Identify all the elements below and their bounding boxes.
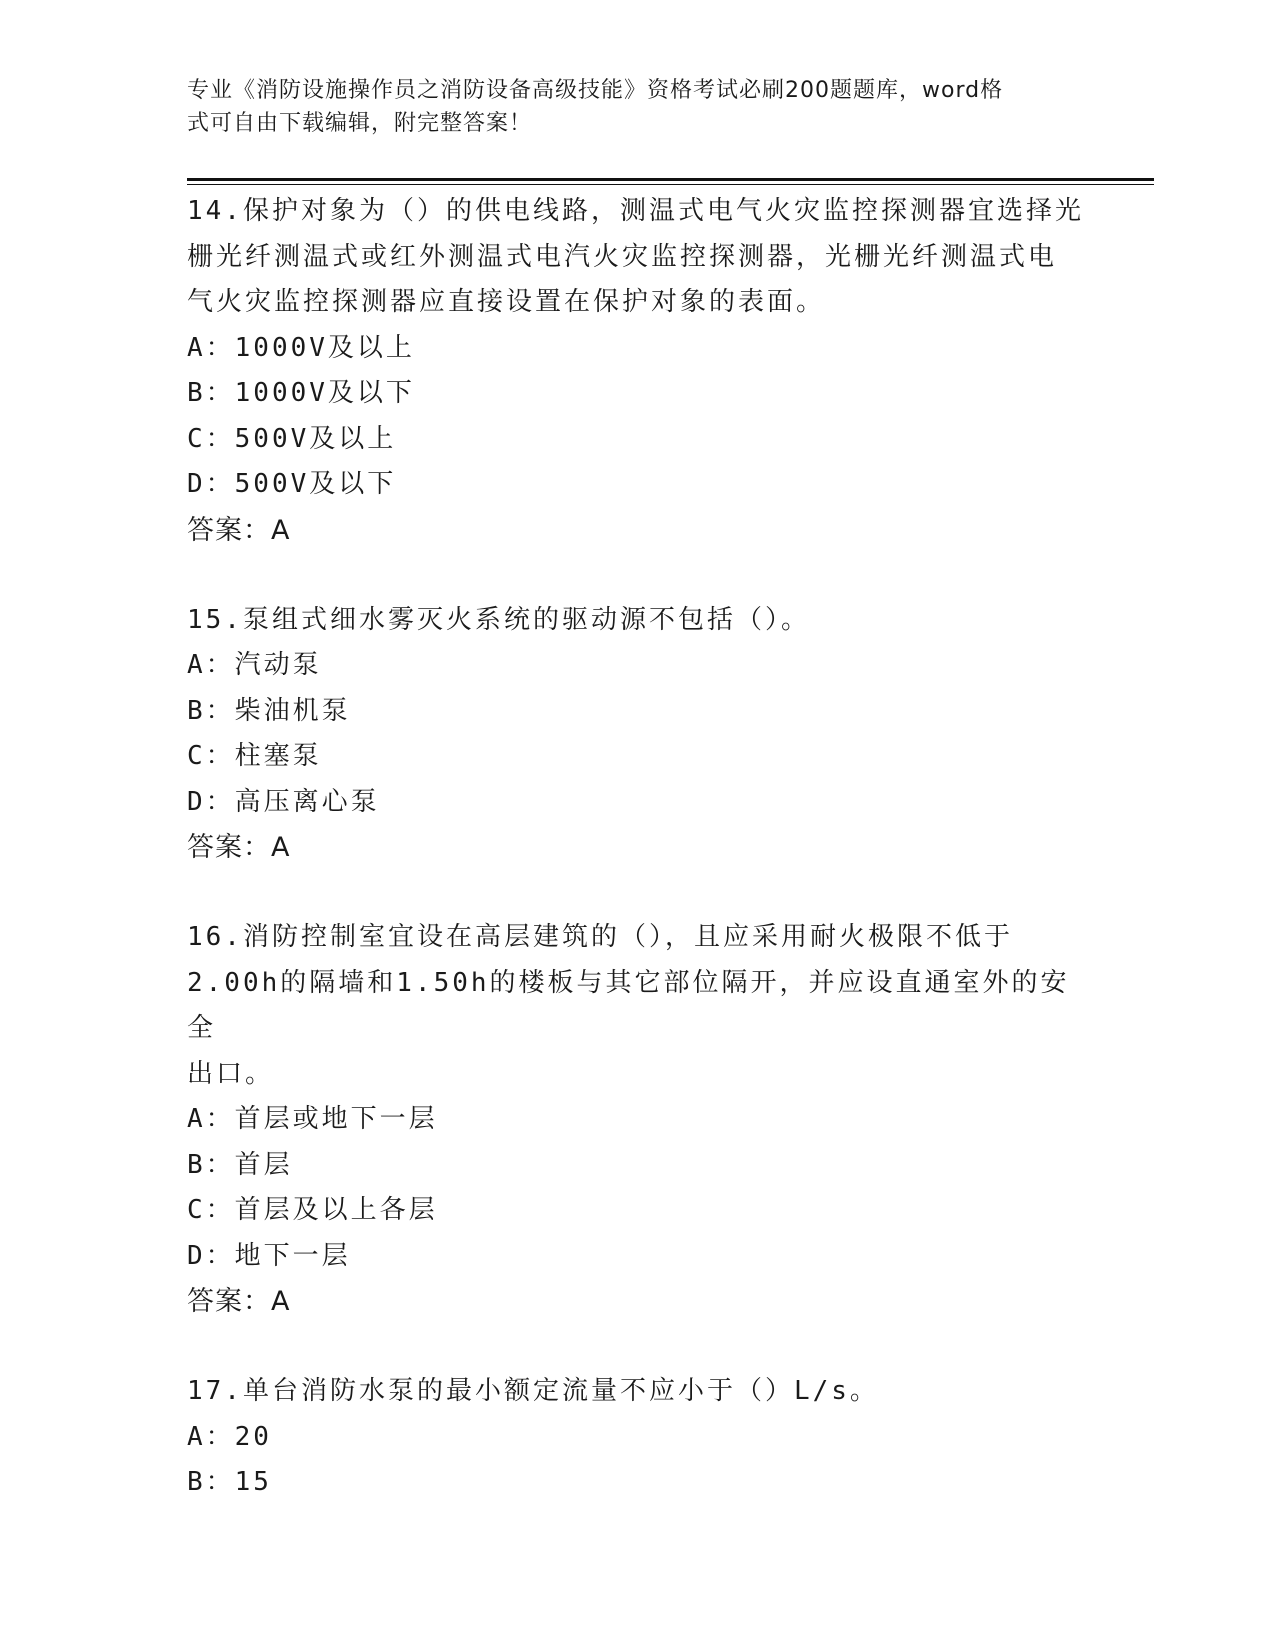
option-a: A：1000V及以上 [187,332,415,363]
answer-line: 答案：A [187,1286,291,1317]
question-stem: 17.单台消防水泵的最小额定流量不应小于（）L/s。 [187,1376,879,1406]
question-stem: 2.00h的隔墙和1.50h的楼板与其它部位隔开，并应设直通室外的安全 [187,967,1070,1043]
question-stem: 15.泵组式细水雾灭火系统的驱动源不包括（）。 [187,604,810,635]
header-rule-thick [187,178,1154,181]
option-b: B：首层 [187,1149,293,1180]
spacer [187,554,1087,598]
question-stem: 栅光纤测温式或红外测温式电汽火灾监控探测器，光栅光纤测温式电 [187,241,1058,272]
question-15 [187,598,1087,872]
option-b: B：柴油机泵 [187,695,351,726]
option-d: D：500V及以下 [187,469,397,499]
spacer [187,871,1087,915]
question-stem: 气火灾监控探测器应直接设置在保护对象的表面。 [187,287,826,317]
question-16 [187,915,1087,1325]
option-d: D：高压离心泵 [187,786,380,817]
option-c: C：500V及以上 [187,423,397,454]
question-17 [187,1369,1087,1506]
option-c: C：柱塞泵 [187,741,322,771]
question-list [187,189,1087,1506]
question-stem: 出口。 [187,1058,275,1089]
question-stem: 16.消防控制室宜设在高层建筑的（），且应采用耐火极限不低于 [187,922,1013,952]
option-b: B：15 [187,1467,272,1497]
option-a: A：20 [187,1421,272,1452]
option-a: A：首层或地下一层 [187,1104,438,1134]
answer-line: 答案：A [187,514,291,546]
question-stem: 14.保护对象为（）的供电线路，测温式电气火灾监控探测器宜选择光 [187,196,1084,226]
document-header [187,74,1087,140]
spacer [187,1325,1087,1369]
header-line-1: 专业《消防设施操作员之消防设备高级技能》资格考试必刷200题题库，word格 [187,78,1004,103]
header-rule-thin [187,184,1154,185]
header-line-2: 式可自由下载编辑，附完整答案！ [187,111,533,136]
question-14 [187,189,1087,554]
option-b: B：1000V及以下 [187,378,415,408]
option-c: C：首层及以上各层 [187,1195,438,1225]
answer-line: 答案：A [187,832,291,863]
option-d: D：地下一层 [187,1240,351,1271]
option-a: A：汽动泵 [187,650,322,680]
